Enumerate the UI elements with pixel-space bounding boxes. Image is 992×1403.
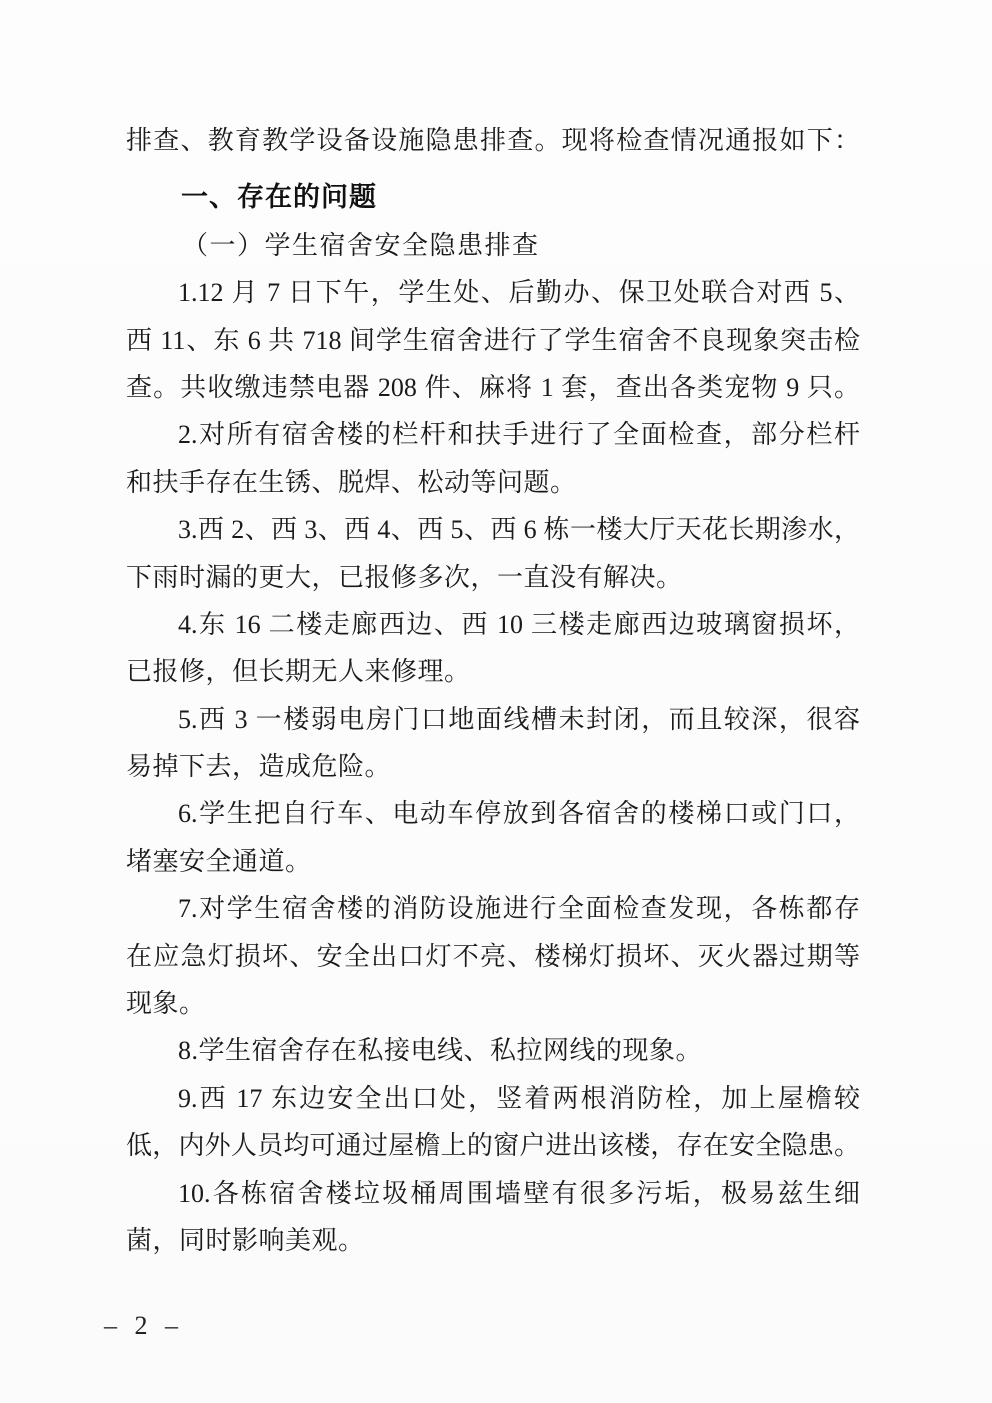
text-line: 已报修，但长期无人来修理。 — [126, 657, 471, 687]
text-line: 5.西 3 一楼弱电房门口地面线槽未封闭，而且较深，很容 — [178, 704, 860, 734]
paragraph — [126, 601, 860, 696]
paragraph — [126, 885, 860, 1027]
paragraph — [126, 696, 860, 791]
text-line: 堵塞安全通道。 — [126, 846, 312, 876]
text-line: 10.各栋宿舍楼垃圾桶周围墙壁有很多污垢，极易兹生细 — [178, 1178, 860, 1208]
text-line: 查。共收缴违禁电器 208 件、麻将 1 套，查出各类宠物 9 只。 — [126, 372, 860, 402]
paragraph — [126, 790, 860, 885]
section-heading — [126, 174, 860, 221]
paragraph — [126, 1027, 860, 1074]
text-line: 在应急灯损坏、安全出口灯不亮、楼梯灯损坏、灭火器过期等 — [126, 941, 860, 971]
document-body — [126, 117, 860, 1264]
paragraph — [126, 1075, 860, 1170]
text-line: 排查、教育教学设备设施隐患排查。现将检查情况通报如下： — [126, 126, 860, 155]
text-line: 4.东 16 二楼走廊西边、西 10 三楼走廊西边玻璃窗损坏， — [178, 609, 860, 639]
paragraph — [126, 1170, 860, 1265]
text-line: 一、存在的问题 — [181, 182, 377, 213]
subsection-heading — [126, 222, 860, 269]
text-line: 3.西 2、西 3、西 4、西 5、西 6 栋一楼大厅天花长期渗水， — [178, 515, 860, 545]
text-line: 下雨时漏的更大，已报修多次，一直没有解决。 — [126, 562, 683, 592]
text-line: 7.对学生宿舍楼的消防设施进行全面检查发现，各栋都存 — [178, 894, 860, 924]
text-line: 现象。 — [126, 989, 206, 1019]
text-line: 8.学生宿舍存在私接电线、私拉网线的现象。 — [178, 1036, 703, 1066]
text-line: 易掉下去，造成危险。 — [126, 752, 392, 782]
paragraph-continuation — [126, 117, 860, 164]
text-line: （一）学生宿舍安全隐患排查 — [182, 230, 540, 260]
text-line: 1.12 月 7 日下午，学生处、后勤办、保卫处联合对西 5、 — [178, 278, 860, 308]
text-line: 低，内外人员均可通过屋檐上的窗户进出该楼，存在安全隐患。 — [126, 1131, 860, 1161]
text-line: 西 11、东 6 共 718 间学生宿舍进行了学生宿舍不良现象突击检 — [126, 325, 860, 355]
paragraph — [126, 411, 860, 506]
text-line: 6.学生把自行车、电动车停放到各宿舍的楼梯口或门口， — [178, 799, 860, 829]
text-line: 菌，同时影响美观。 — [126, 1225, 365, 1255]
paragraph — [126, 269, 860, 411]
paragraph — [126, 506, 860, 601]
text-line: 2.对所有宿舍楼的栏杆和扶手进行了全面检查，部分栏杆 — [178, 420, 860, 450]
page-number: – 2 – — [104, 1311, 179, 1340]
text-line: 9.西 17 东边安全出口处，竖着两根消防栓，加上屋檐较 — [178, 1083, 860, 1113]
text-line: 和扶手存在生锈、脱焊、松动等问题。 — [126, 467, 577, 497]
